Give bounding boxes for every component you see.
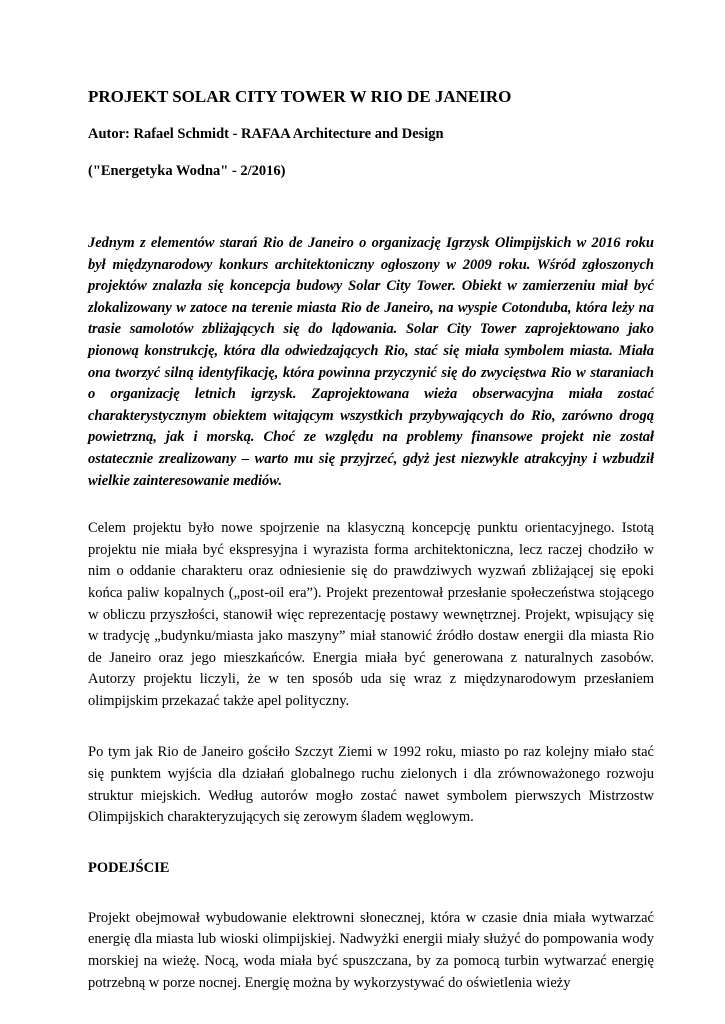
document-title: PROJEKT SOLAR CITY TOWER W RIO DE JANEIRO <box>88 87 512 106</box>
source-line: ("Energetyka Wodna" - 2/2016) <box>88 163 286 179</box>
body-paragraph-2: Po tym jak Rio de Janeiro gościło Szczyt Ziemi w 1992 roku, miasto po raz kolejny miało stać się punktem wyjścia dla działań globalnego ruchu zielonych i dla zrównoważonego rozwoju struktur miejskich. Według autorów mogło zostać nawet symbolem pierwszych Mistrzostw Olimpijskich charakteryzujących się zerowym śladem węglowym. <box>88 744 654 826</box>
author-line: Autor: Rafael Schmidt - RAFAA Architecture and Design <box>88 126 444 142</box>
body-paragraph-3: Projekt obejmował wybudowanie elektrowni słonecznej, która w czasie dnia miała wytwarzać energię dla miasta lub wioski olimpijskiej. Nadwyżki energii miały służyć do pompowania wody morskiej na wieżę. Nocą, woda miała być spuszczana, by za pomocą turbin wytwarzać energię potrzebną w porze nocnej. Energię można by wykorzystywać do oświetlenia wieży <box>88 909 654 991</box>
lead-paragraph: Jednym z elementów starań Rio de Janeiro o organizację Igrzysk Olimpijskich w 2016 roku był międzynarodowy konkurs architektoniczny ogłoszony w 2009 roku. Wśród zgłoszonych projektów znalazła się koncepcja budowy Solar City Tower. Obiekt w zamierzeniu miał być zlokalizowany w zatoce na terenie miasta Rio de Janeiro, na wyspie Cotonduba, która leży na trasie samolotów zbliżających się do lądowania. Solar City Tower zaprojektowano jako pionową konstrukcję, która dla odwiedzających Rio, stać się miała symbolem miasta. Miała ona tworzyć silną identyfikację, która powinna przyczynić się do zwycięstwa Rio w staraniach o organizację letnich igrzysk. Zaprojektowana wieża obserwacyjna miała zostać charakterystycznym obiektem witającym wszystkich przybywających do Rio, zarówno drogą powietrzną, jak i morską. Choć ze względu na problemy finansowe projekt nie został ostatecznie zrealizowany – warto mu się przyjrzeć, gdyż jest niezwykle atrakcyjny i wzbudził wielkie zainteresowanie mediów. <box>88 235 654 489</box>
section-heading: PODEJŚCIE <box>88 859 170 876</box>
body-paragraph-1: Celem projektu było nowe spojrzenie na klasyczną koncepcję punktu orientacyjnego. Istotą projektu nie miała być ekspresyjna i wyrazista forma architektoniczna, lecz raczej chodziło w nim o oddanie charakteru oraz odniesienie się do prawdziwych wyzwań zbliżającej się epoki końca paliw kopalnych („post-oil era”). Projekt prezentował przesłanie społeczeństwa stojącego w obliczu przyszłości, stanowił więc reprezentację postawy wewnętrznej. Projekt, wpisujący się w tradycję „budynku/miasta jako maszyny” miał stanowić źródło dostaw energii dla miasta Rio de Janeiro oraz jego mieszkańców. Energia miała być generowana z naturalnych zasobów. Autorzy projektu liczyli, że w ten sposób uda się wraz z międzynarodowym przesłaniem olimpijskim przekazać także apel polityczny. <box>88 520 654 709</box>
document-body <box>88 86 654 994</box>
